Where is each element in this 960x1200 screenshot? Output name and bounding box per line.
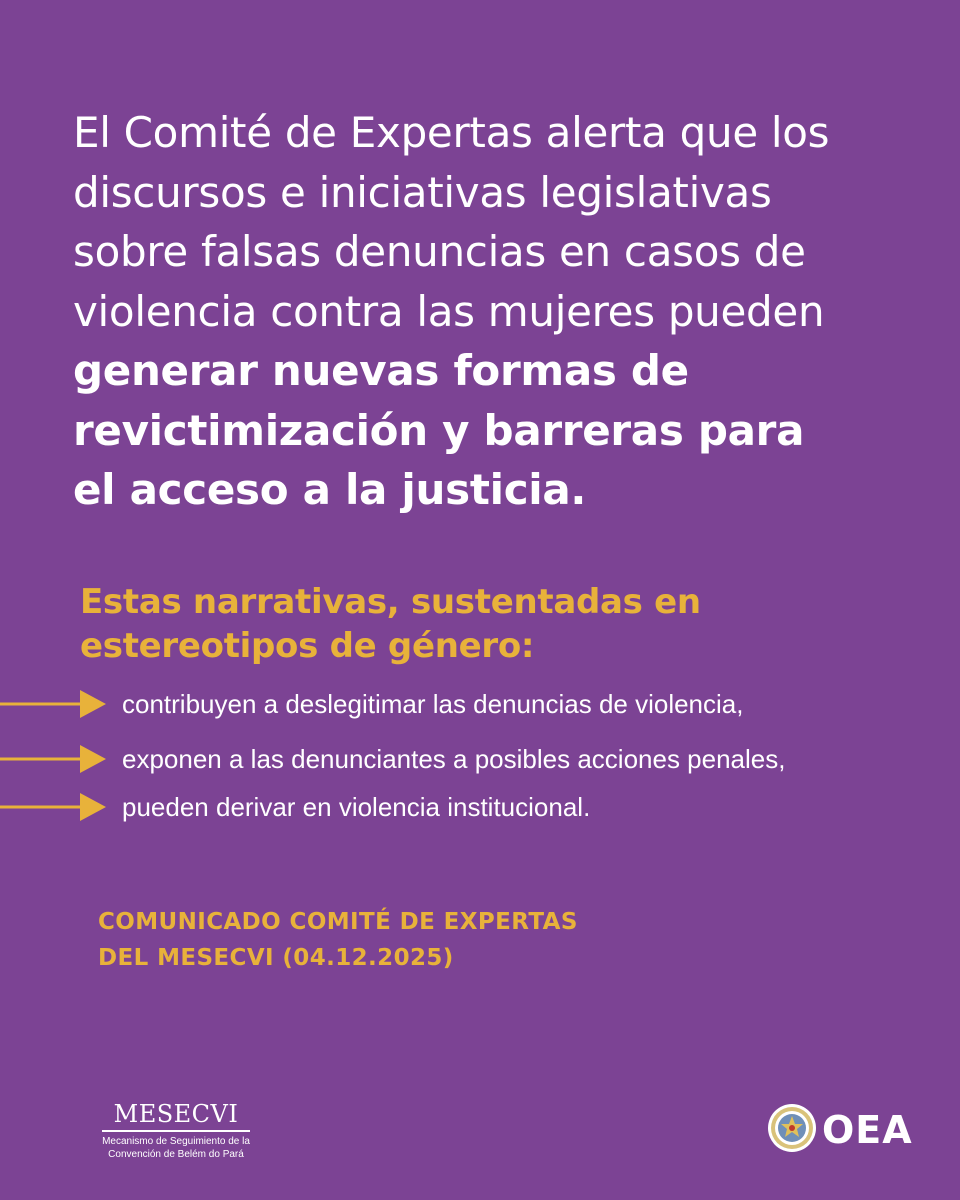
list-item-text: contribuyen a deslegitimar las denuncias de violencia, [122, 689, 744, 719]
main-statement [73, 103, 913, 520]
source-line: COMUNICADO COMITÉ DE EXPERTAS [98, 909, 578, 935]
statement-line: El Comité de Expertas alerta que los [73, 108, 830, 157]
oea-logo [766, 1102, 913, 1158]
arrow-right-icon [0, 741, 108, 777]
statement-bold-line: el acceso a la justicia. [73, 465, 587, 514]
narratives-heading-line: estereotipos de género: [80, 626, 535, 666]
list-item [0, 737, 960, 787]
list-item-text: exponen a las denunciantes a posibles acciones penales, [122, 744, 786, 774]
narratives-heading-line: Estas narrativas, sustentadas en [80, 582, 701, 622]
list-item [0, 785, 960, 835]
list-item [0, 682, 960, 732]
mesecvi-logo-rule [102, 1130, 250, 1132]
mesecvi-logo-subtitle: Mecanismo de Seguimiento de la [102, 1136, 250, 1147]
statement-bold-line: revictimización y barreras para [73, 405, 805, 455]
source-citation [98, 904, 578, 976]
arrow-right-icon [0, 789, 108, 825]
mesecvi-logo-title: MESECVI [113, 1100, 239, 1128]
list-item-text: pueden derivar en violencia institucional. [122, 792, 591, 822]
statement-line: sobre falsas denuncias en casos de [73, 227, 806, 276]
statement-bold-line: generar nuevas formas de [73, 346, 689, 395]
narratives-heading [80, 580, 880, 668]
statement-line: discursos e iniciativas legislativas [73, 167, 772, 217]
source-line: DEL MESECVI (04.12.2025) [98, 945, 454, 971]
mesecvi-logo [96, 1100, 256, 1161]
oea-seal-icon [766, 1102, 818, 1154]
arrow-right-icon [0, 686, 108, 722]
statement-line: violencia contra las mujeres pueden [73, 286, 825, 336]
mesecvi-logo-subtitle: Convención de Belém do Pará [108, 1149, 244, 1160]
oea-logo-text: OEA [822, 1108, 913, 1152]
